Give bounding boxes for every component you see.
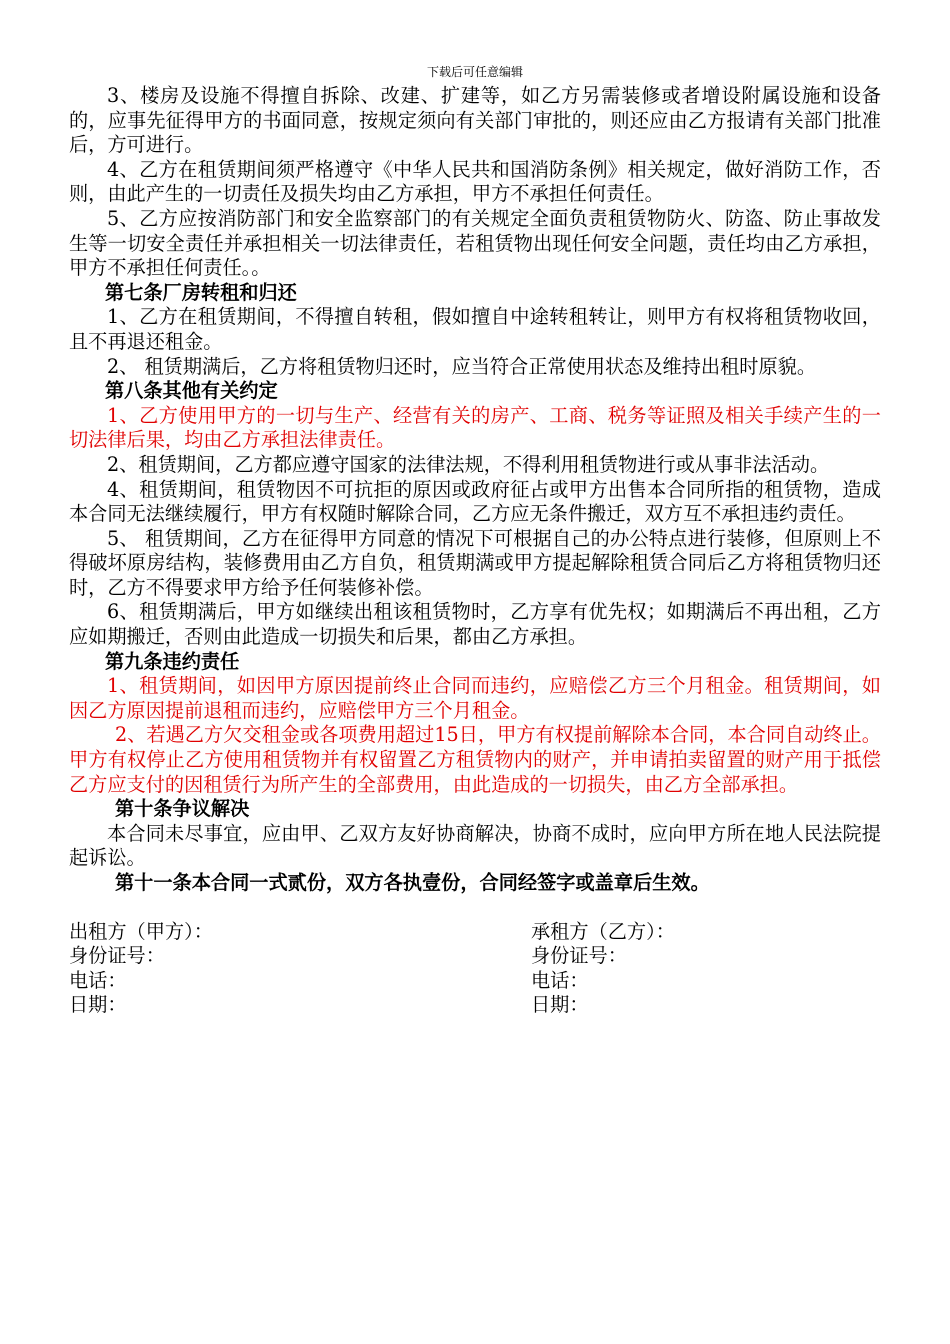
clause-8-5: 5、 租赁期间，乙方在征得甲方同意的情况下可根据自己的办公特点进行装修，但原则上不得破坏原房结构，装修费用由乙方自负，租赁期满或甲方提起解除租赁合同后乙方将租赁物归还时，乙方不得要求甲方给予任何装修补偿。	[69, 526, 881, 599]
article-8-heading: 第八条其他有关约定	[105, 379, 278, 403]
lessee-id-label: 身份证号：	[531, 944, 627, 968]
lessor-id-label: 身份证号：	[69, 944, 165, 968]
lessor-date-label: 日期：	[69, 993, 127, 1017]
clause-8-2: 2、租赁期间，乙方都应遵守国家的法律法规，不得利用租赁物进行或从事非法活动。	[107, 452, 830, 476]
clause-7-2: 2、 租赁期满后，乙方将租赁物归还时，应当符合正常使用状态及维持出租时原貌。	[107, 354, 817, 378]
clause-7-1: 1、乙方在租赁期间，不得擅自转租，假如擅自中途转租转让，则甲方有权将租赁物收回，且不再退还租金。	[69, 305, 881, 353]
lessee-date-label: 日期：	[531, 993, 589, 1017]
signature-block	[69, 920, 881, 1018]
lessor-phone-label: 电话：	[69, 968, 127, 992]
page-header-note: 下载后可任意编辑	[426, 65, 523, 79]
clause-8-4: 4、租赁期间，租赁物因不可抗拒的原因或政府征占或甲方出售本合同所指的租赁物，造成本合同无法继续履行，甲方有权随时解除合同，乙方应无条件搬迁，双方互不承担违约责任。	[69, 477, 881, 526]
clause-10-body: 本合同未尽事宜，应由甲、乙双方友好协商解决，协商不成时，应向甲方所在地人民法院提起诉讼。	[69, 821, 881, 870]
clause-9-2: 2、若遇乙方欠交租金或各项费用超过15日，甲方有权提前解除本合同，本合同自动终止。甲方有权停止乙方使用租赁物并有权留置乙方租赁物内的财产，并申请拍卖留置的财产用于抵偿乙方应支付的因租赁行为所产生的全部费用，由此造成的一切损失，由乙方全部承担。	[69, 723, 881, 796]
clause-6-3: 3、楼房及设施不得擅自拆除、改建、扩建等，如乙方另需装修或者增设附属设施和设备的，应事先征得甲方的书面同意，按规定须向有关部门审批的，则还应由乙方报请有关部门批准后，方可进行。	[69, 84, 881, 157]
article-7-heading: 第七条厂房转租和归还	[105, 280, 297, 304]
clause-6-4: 4、乙方在租赁期间须严格遵守《中华人民共和国消防条例》相关规定，做好消防工作，否则，由此产生的一切责任及损失均由乙方承担，甲方不承担任何责任。	[69, 157, 881, 206]
lessor-signature	[69, 920, 419, 1018]
lessee-label: 承租方（乙方）：	[531, 919, 675, 943]
clause-8-1: 1、乙方使用甲方的一切与生产、经营有关的房产、工商、税务等证照及相关手续产生的一切法律后果，均由乙方承担法律责任。	[69, 403, 881, 452]
article-10-heading: 第十条争议解决	[115, 797, 250, 821]
lessor-label: 出租方（甲方）：	[69, 919, 213, 943]
clause-9-1: 1、租赁期间，如因甲方原因提前终止合同而违约，应赔偿乙方三个月租金。租赁期间，如因乙方原因提前退租而违约，应赔偿甲方三个月租金。	[69, 674, 881, 722]
clause-8-6: 6、租赁期满后，甲方如继续出租该租赁物时，乙方享有优先权；如期满后不再出租，乙方应如期搬迁，否则由此造成一切损失和后果，都由乙方承担。	[69, 600, 881, 649]
lessee-signature	[531, 920, 881, 1018]
clause-6-5: 5、乙方应按消防部门和安全监察部门的有关规定全面负责租赁物防火、防盗、防止事故发生等一切安全责任并承担相关一切法律责任，若租赁物出现任何安全问题，责任均由乙方承担，甲方不承担任何责任。。	[69, 206, 881, 280]
lessee-phone-label: 电话：	[531, 968, 589, 992]
article-9-heading: 第九条违约责任	[105, 649, 240, 673]
contract-body	[69, 84, 881, 1018]
article-11-heading: 第十一条本合同一式贰份，双方各执壹份，合同经签字或盖章后生效。	[115, 871, 710, 894]
